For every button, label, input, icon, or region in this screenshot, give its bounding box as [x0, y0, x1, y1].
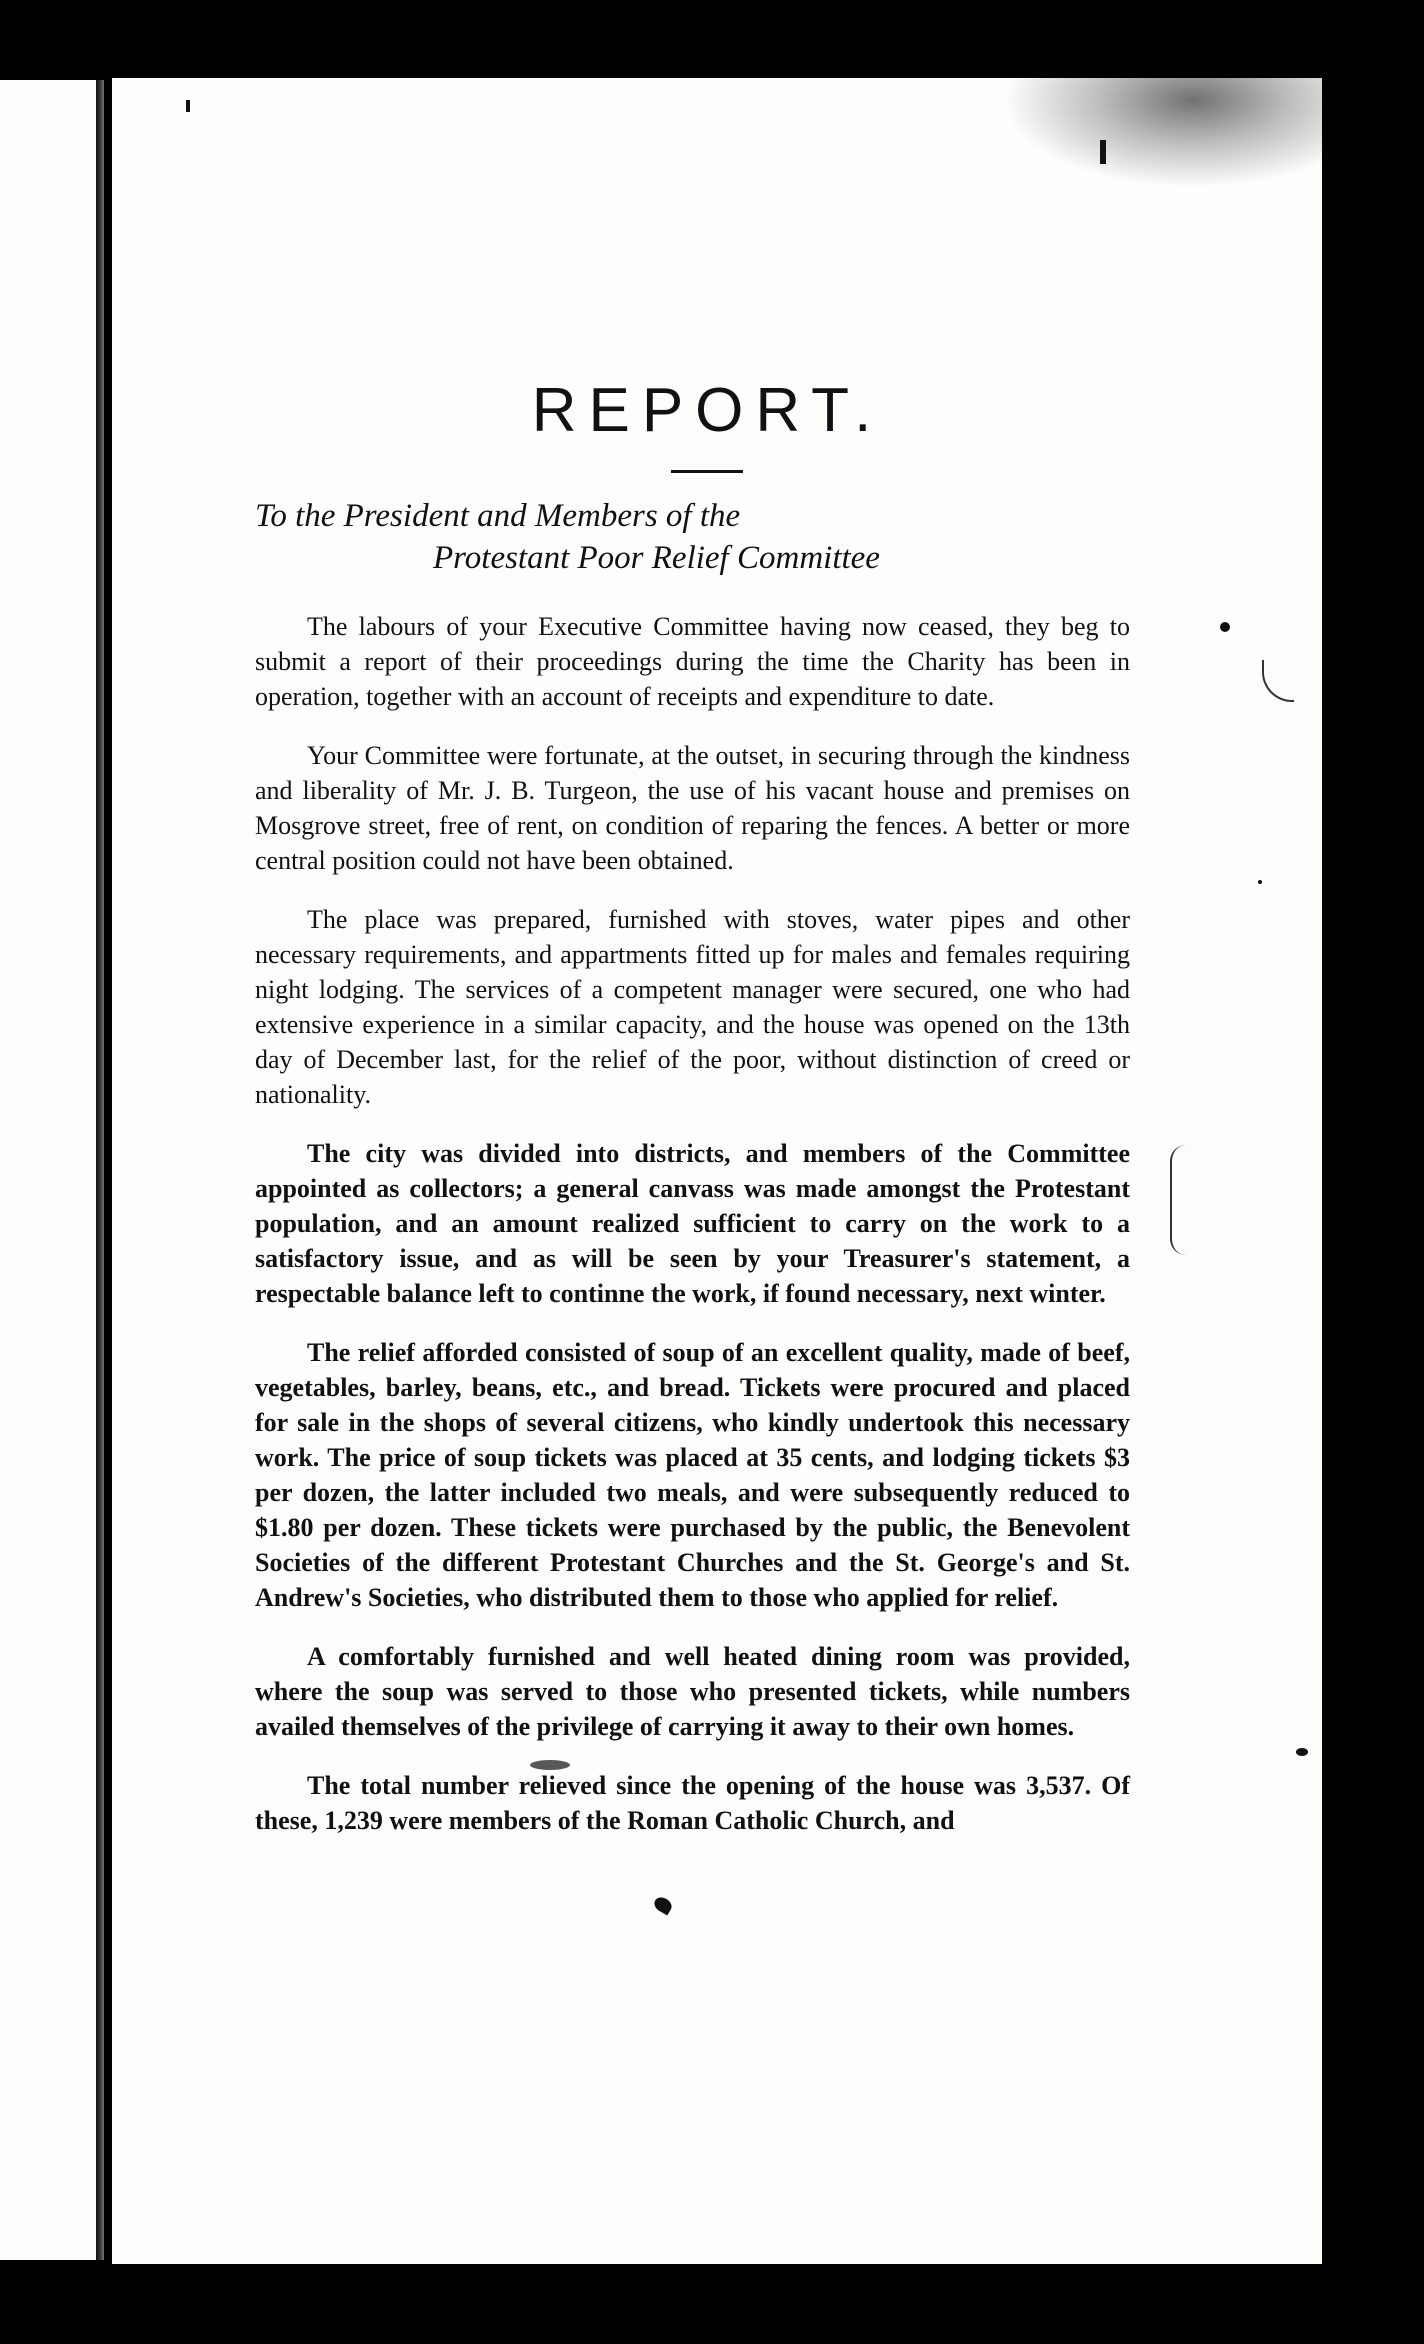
- title-rule: [671, 470, 743, 473]
- page-title: REPORT.: [531, 376, 884, 445]
- ink-smudge: [1002, 78, 1322, 188]
- ink-speck: [1100, 140, 1106, 164]
- paragraph: The relief afforded consisted of soup of an excellent quality, made of beef, vegetables, barley, beans, etc., and bread. Tickets were procured and placed for sale in the shops of several citizens, who kindly undertook this necessary work. The price of soup tickets was placed at 35 cents, and lodging tickets $3 per dozen, the latter included two meals, and were subsequently reduced to $1.80 per dozen. These tickets were purchased by the public, the Benevolent Societies of the different Protestant Churches and the St. George's and St. Andrew's Societies, who distributed them to those who applied for relief.: [255, 1338, 1130, 1612]
- pencil-mark: [1170, 1145, 1186, 1255]
- ink-speck: [1296, 1748, 1308, 1756]
- paragraph: The labours of your Executive Committee having now ceased, they beg to submit a report of their proceedings during the time the Charity has been in operation, together with an account of receipts and expenditure to date.: [255, 612, 1130, 711]
- paragraph: The place was prepared, furnished with stoves, water pipes and other necessary requirements, and appartments fitted up for males and females requiring night lodging. The services of a competent manager were secured, one who had extensive experience in a similar capacity, and the house was opened on the 13th day of December last, for the relief of the poor, without distinction of creed or nationality.: [255, 905, 1130, 1109]
- paragraph: The total number relieved since the opening of the house was 3,537. Of these, 1,239 were members of the Roman Catholic Church, and: [255, 1771, 1130, 1835]
- page-gutter-shadow: [96, 80, 104, 2260]
- salutation: [255, 495, 1130, 579]
- paragraph: The city was divided into districts, and members of the Committee appointed as collectors; a general canvass was made amongst the Protestant population, and an amount realized sufficient to carry on the work to a satisfactory issue, and as will be seen by your Treasurer's statement, a respectable balance left to continne the work, if found necessary, next winter.: [255, 1139, 1130, 1308]
- paragraph: A comfortably furnished and well heated dining room was provided, where the soup was served to those who presented tickets, while numbers availed themselves of the privilege of carrying it away to their own homes.: [255, 1642, 1130, 1741]
- ink-speck: [1258, 880, 1262, 884]
- previous-page-edge: [0, 80, 100, 2260]
- salutation-line-1: To the President and Members of the: [255, 498, 741, 534]
- paragraph: Your Committee were fortunate, at the outset, in securing through the kindness and liberality of Mr. J. B. Turgeon, the use of his vacant house and premises on Mosgrove street, free of rent, on condition of reparing the fences. A better or more central position could not have been obtained.: [255, 741, 1130, 875]
- ink-speck: [186, 100, 190, 112]
- salutation-line-2: Protestant Poor Relief Committee: [433, 540, 880, 576]
- ink-speck: [1220, 622, 1230, 632]
- report-body: [255, 350, 1130, 1862]
